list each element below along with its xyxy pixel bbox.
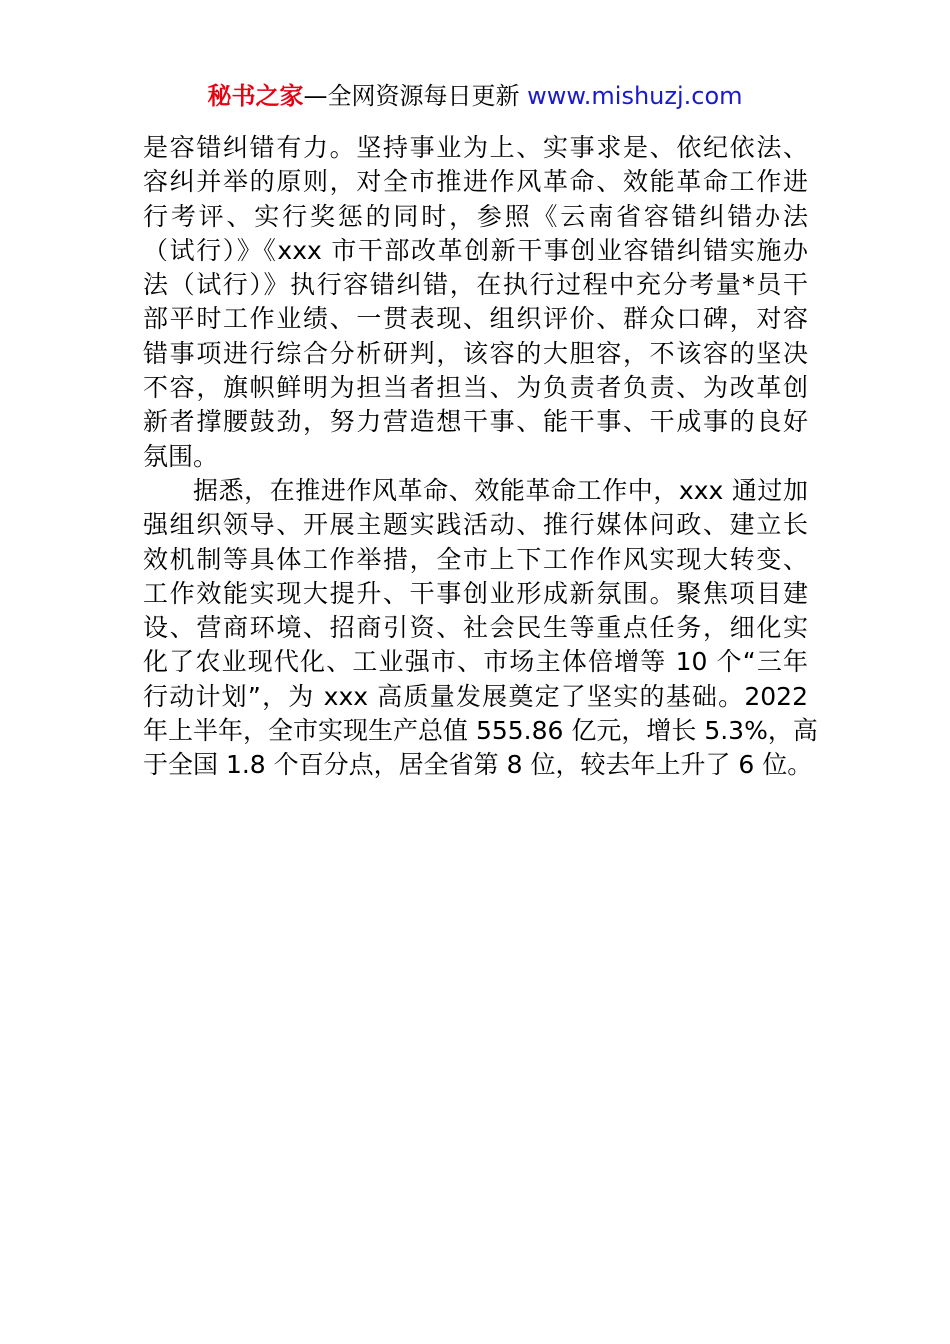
text-line: 行考评、实行奖惩的同时，参照《云南省容错纠错办法: [143, 201, 808, 231]
text-line: 新者撑腰鼓劲，努力营造想干事、能干事、干成事的良好: [143, 407, 808, 437]
paragraph-1: [143, 131, 808, 474]
text-line: 设、营商环境、招商引资、社会民生等重点任务，细化实: [143, 613, 808, 643]
text-line: 效机制等具体工作举措，全市上下工作作风实现大转变、: [143, 544, 808, 574]
text-line: 容纠并举的原则，对全市推进作风革命、效能革命工作进: [143, 167, 808, 197]
text-line: 化了农业现代化、工业强市、市场主体倍增等 10 个“三年: [143, 647, 808, 677]
text-line: 法（试行）》执行容错纠错，在执行过程中充分考量*员干: [143, 270, 808, 300]
site-brand: 秘书之家: [207, 82, 304, 110]
text-line: 于全国 1.8 个百分点，居全省第 8 位，较去年上升了 6 位。: [143, 750, 813, 780]
text-line: 不容，旗帜鲜明为担当者担当、为负责者负责、为改革创: [143, 373, 808, 403]
text-line: 是容错纠错有力。坚持事业为上、实事求是、依纪依法、: [143, 133, 808, 162]
site-url-link[interactable]: www.mishuzj.com: [527, 82, 743, 110]
text-line: 错事项进行综合分析研判，该容的大胆容，不该容的坚决: [143, 338, 808, 368]
text-line: 工作效能实现大提升、干事创业形成新氛围。聚焦项目建: [143, 578, 808, 608]
paragraph-2: [143, 474, 818, 783]
text-line: 部平时工作业绩、一贯表现、组织评价、群众口碑，对容: [143, 304, 808, 334]
text-line: 氛围。: [143, 441, 219, 471]
site-tagline: —全网资源每日更新: [303, 82, 528, 110]
site-header: [0, 80, 950, 112]
text-line: 行动计划”，为 xxx 高质量发展奠定了坚实的基础。2022: [143, 681, 808, 711]
text-line: 强组织领导、开展主题实践活动、推行媒体问政、建立长: [143, 510, 808, 540]
text-line: 年上半年，全市实现生产总值 555.86 亿元，增长 5.3%，高: [143, 716, 818, 746]
text-line: 据悉，在推进作风革命、效能革命工作中，xxx 通过加: [193, 475, 808, 505]
text-line: （试行）》《xxx 市干部改革创新干事创业容错纠错实施办: [143, 235, 808, 265]
document-body: [143, 131, 818, 783]
